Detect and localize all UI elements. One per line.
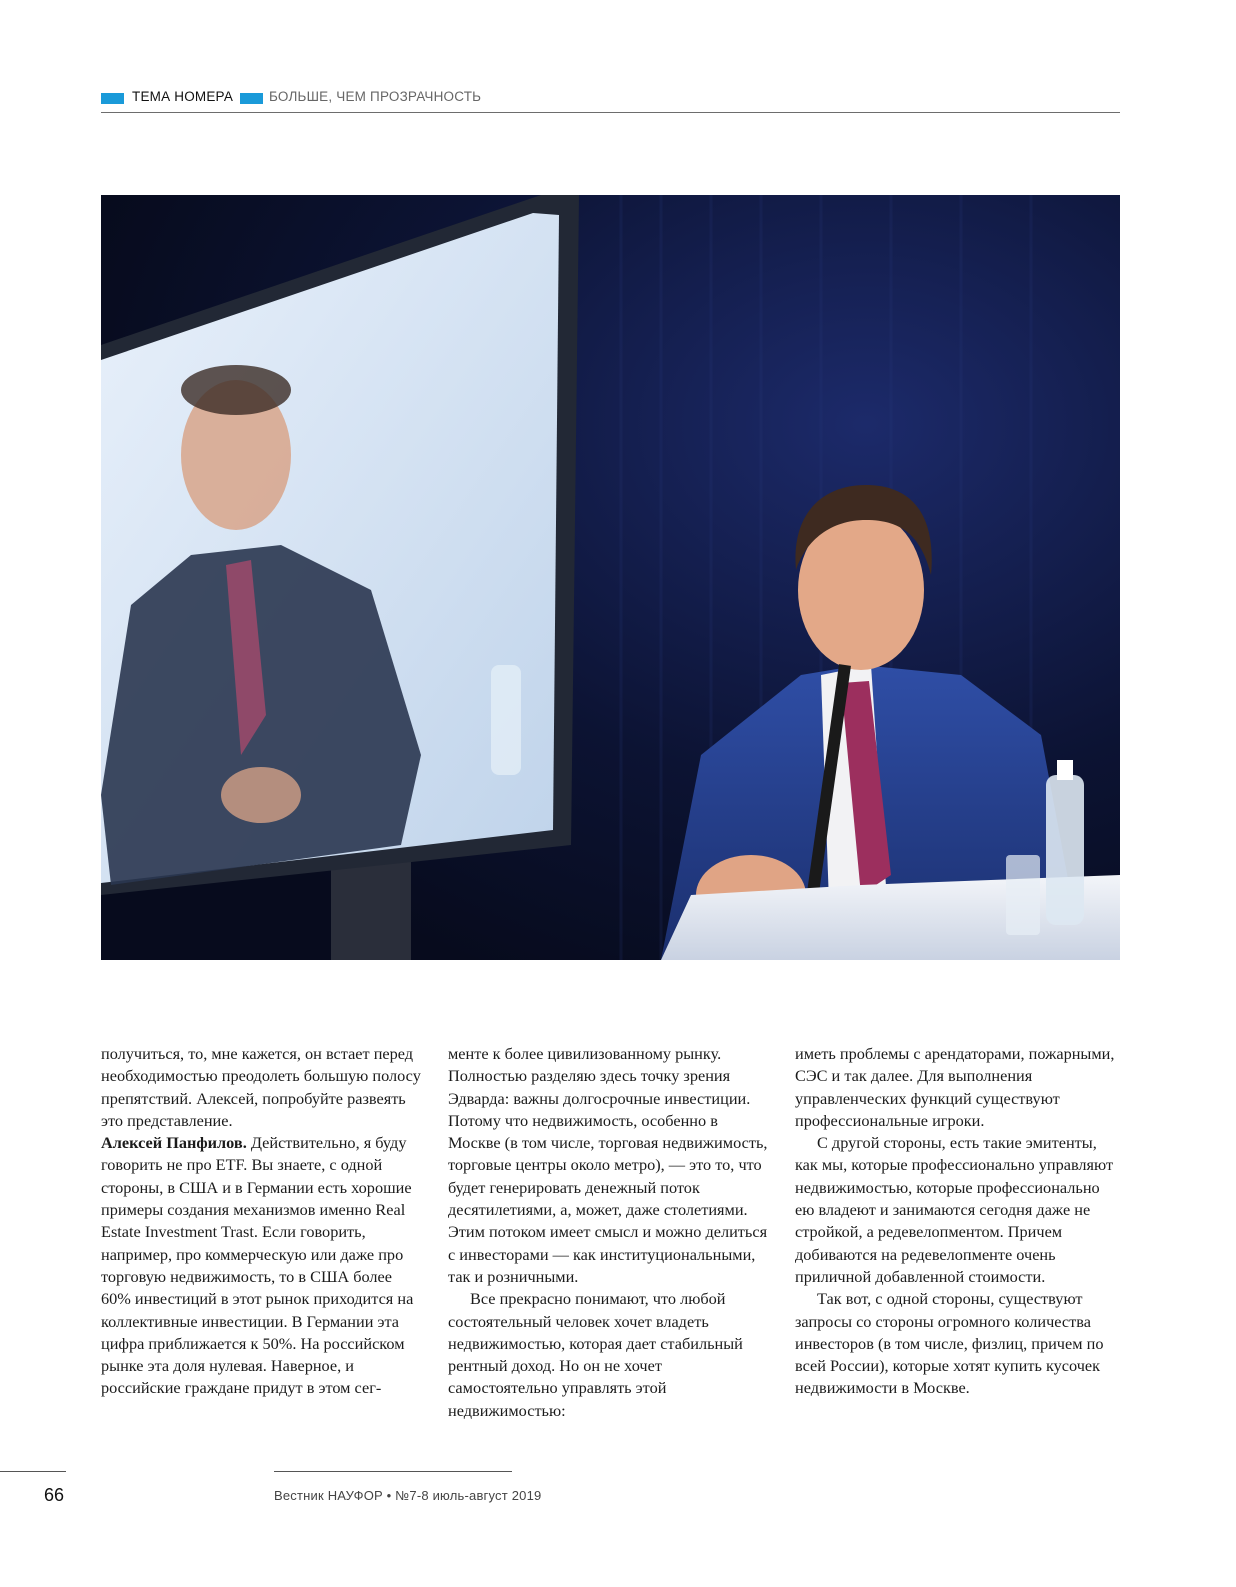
- header-section: ТЕМА НОМЕРА: [132, 89, 234, 104]
- paragraph: Все прекрасно понимают, что любой состоятельный человек хочет владеть недвижимостью, которая дает стабильный рентный доход. Но он не хочет самостоятельно управлять этой недвижимостью:: [448, 1289, 743, 1420]
- page-number: 66: [44, 1485, 65, 1505]
- paragraph: [101, 1132, 421, 1400]
- paragraph: получиться, то, мне кажется, он встает перед необходимостью преодолеть большую полосу препятствий. Алексей, попробуйте развеять это представление.: [101, 1044, 421, 1130]
- header-square-icon: [101, 93, 124, 104]
- publication-info: Вестник НАУФОР • №7-8 июль-август 2019: [274, 1488, 542, 1503]
- conference-speaker-photo: [101, 195, 1120, 960]
- header-square-icon: [240, 93, 263, 104]
- footer-rule: [274, 1471, 512, 1472]
- paragraph: С другой стороны, есть такие эмитенты, как мы, которые профессионально управляют недвижимостью, которые профессионально ею владеют и занимаются сегодня даже не стройкой, а редевелопментом. Причем добиваются на редевелопменте очень приличной добавленной стоимости.: [795, 1133, 1114, 1286]
- footer-rule: [0, 1471, 66, 1472]
- header-title: БОЛЬШЕ, ЧЕМ ПРОЗРАЧНОСТЬ: [269, 89, 482, 104]
- paragraph-text: Действительно, я буду говорить не про ETF. Вы знаете, с одной стороны, в США и в Германии есть хорошие примеры создания механизмов именно Real Estate Investment Trast. Если говорить, например, про коммерческую или даже про торговую недвижимость, то в США более 60% инвестиций в этот рынок приходится на коллективные инвестиции. В Германии эта цифра приближается к 50%. На российском рынке эта доля нулевая. Наверное, и российские граждане придут в этом сег-: [101, 1133, 414, 1398]
- text-column-2: [448, 1043, 768, 1422]
- text-column-3: [795, 1043, 1115, 1400]
- paragraph: иметь проблемы с арендаторами, пожарными, СЭС и так далее. Для выполнения управленческих функций существуют профессиональные игроки.: [795, 1044, 1115, 1130]
- text-column-1: [101, 1043, 421, 1400]
- paragraph: Так вот, с одной стороны, существуют запросы со стороны огромного количества инвесторов (в том числе, физлиц, причем по всей России), которые хотят купить кусочек недвижимости в Москве.: [795, 1289, 1104, 1398]
- running-header: [101, 90, 1120, 113]
- speaker-name: Алексей Панфилов.: [101, 1133, 247, 1153]
- paragraph: менте к более цивилизованному рынку. Полностью разделяю здесь точку зрения Эдварда: важны долгосрочные инвестиции. Потому что недвижимость, особенно в Москве (в том числе, торговая недвижимость, торговые центры около метро), — это то, что будет генерировать денежный поток десятилетиями, а, может, даже столетиями. Этим потоком имеет смысл и можно делиться с инвесторами — как институциональными, так и розничными.: [448, 1044, 768, 1286]
